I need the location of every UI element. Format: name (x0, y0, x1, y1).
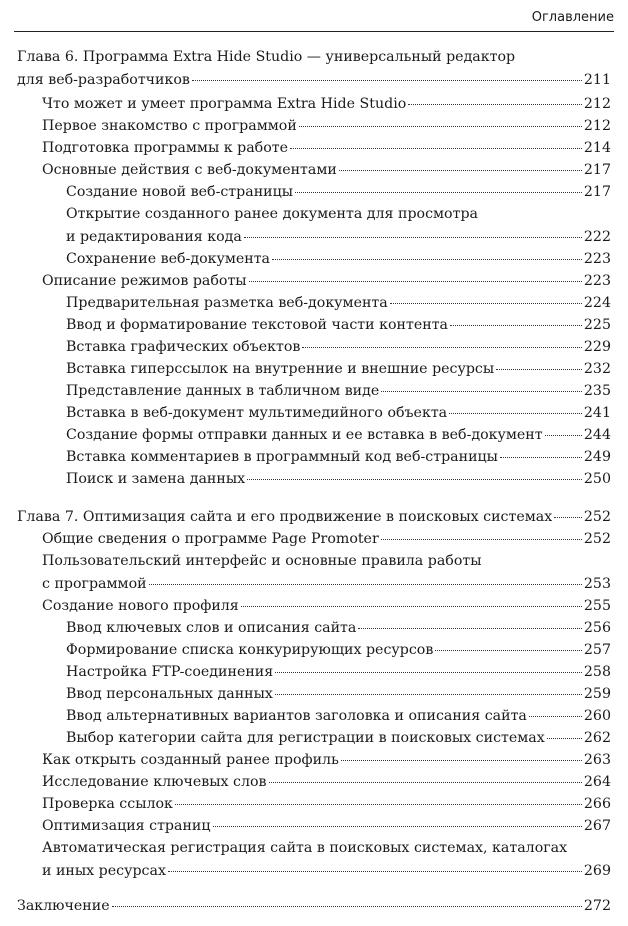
toc-entry-title: Ввод и форматирование текстовой части контента (66, 317, 448, 333)
toc-page-number: 267 (583, 818, 611, 834)
toc-page-number: 211 (583, 71, 611, 88)
dot-leader (112, 906, 582, 907)
dot-leader (244, 237, 582, 238)
toc-page-number: 212 (583, 118, 611, 134)
toc-page-number: 252 (583, 509, 611, 525)
toc-entry-title: Первое знакомство с программой (42, 118, 297, 134)
toc-entry-title: Настройка FTP-соединения (66, 664, 274, 680)
toc-entry-title: Общие сведения о программе Page Promoter (42, 531, 379, 547)
toc-entry-title: Ввод альтернативных вариантов заголовка и описания сайта (66, 708, 527, 724)
toc-page-number: 260 (583, 708, 611, 724)
toc-entry-title: Оптимизация страниц (42, 818, 211, 834)
toc-entry-title: Основные действия с веб-документами (42, 162, 337, 178)
toc-page-number: 223 (583, 273, 611, 289)
toc-entry-title: Сохранение веб-документа (66, 251, 271, 267)
dot-leader (529, 716, 582, 717)
toc-page-number: 217 (583, 162, 611, 178)
toc-page-number: 249 (583, 449, 611, 465)
toc-page-number: 229 (583, 339, 611, 355)
toc-entry-title: и редактирования кода (66, 228, 242, 245)
dot-leader (381, 539, 582, 540)
toc-entry-title: Формирование списка конкурирующих ресурсов (66, 642, 434, 658)
toc-entry-title: Исследование ключевых слов (42, 774, 267, 790)
toc-page-number: 253 (583, 575, 611, 592)
dot-leader (358, 628, 582, 629)
dot-leader (241, 606, 582, 607)
toc-page-number: 217 (583, 184, 611, 200)
toc-page-number: 223 (583, 251, 611, 267)
toc-page-number: 266 (583, 796, 611, 812)
toc-page-number: 224 (583, 295, 611, 311)
toc-entry-title: Поиск и замена данных (66, 471, 246, 487)
dot-leader (545, 435, 582, 436)
toc-entry-title: Глава 6. Программа Extra Hide Studio — универсальный редактор (17, 49, 516, 65)
toc-page-number: 256 (583, 620, 611, 636)
toc-entry-title: Автоматическая регистрация сайта в поисковых системах, каталогах (42, 840, 568, 856)
toc-page-number: 264 (583, 774, 611, 790)
toc-entry-title: Создание нового профиля (42, 598, 239, 614)
toc-page-number: 272 (583, 898, 611, 914)
dot-leader (450, 325, 582, 326)
toc-page-number: 269 (583, 862, 611, 879)
toc-page-number: 255 (583, 598, 611, 614)
toc-entry-title: для веб-разработчиков (17, 71, 190, 88)
toc-entry-title: Создание формы отправки данных и ее вставка в веб-документ (66, 427, 543, 443)
dot-leader (168, 871, 582, 872)
dot-leader (341, 760, 582, 761)
toc-entry-title: Представление данных в табличном виде (66, 383, 380, 399)
dot-leader (247, 479, 582, 480)
toc-page-number: 250 (583, 471, 611, 487)
toc-page-number: 258 (583, 664, 611, 680)
toc-entry-title: Ввод ключевых слов и описания сайта (66, 620, 357, 636)
toc-entry-title: Глава 7. Оптимизация сайта и его продвижение в поисковых системах (17, 509, 553, 525)
dot-leader (275, 694, 582, 695)
dot-leader (299, 126, 582, 127)
toc-page-number: 259 (583, 686, 611, 702)
dot-leader (275, 672, 582, 673)
dot-leader (175, 804, 582, 805)
dot-leader (390, 303, 582, 304)
toc-entry-title: и иных ресурсах (42, 862, 166, 879)
header-title: Оглавление (531, 10, 614, 25)
dot-leader (408, 104, 582, 105)
toc-entry-title: Пользовательский интерфейс и основные правила работы (42, 553, 482, 569)
toc-entry-title: Открытие созданного ранее документа для просмотра (66, 206, 478, 222)
dot-leader (249, 281, 582, 282)
toc-entry-title: Вставка графических объектов (66, 339, 301, 355)
toc-page-number: 214 (583, 140, 611, 156)
toc-entry-title: Выбор категории сайта для регистрации в поисковых системах (66, 730, 545, 746)
toc-page-number: 232 (583, 361, 611, 377)
dot-leader (500, 457, 582, 458)
toc-entry-title: Подготовка программы к работе (42, 140, 289, 156)
toc-entry-title: Что может и умеет программа Extra Hide Studio (42, 96, 407, 112)
toc-page-number: 235 (583, 383, 611, 399)
toc-page-number: 225 (583, 317, 611, 333)
dot-leader (149, 584, 582, 585)
dot-leader (435, 650, 582, 651)
dot-leader (192, 80, 582, 81)
dot-leader (339, 170, 582, 171)
dot-leader (449, 413, 582, 414)
toc-entry-title: Вставка гиперссылок на внутренние и внешние ресурсы (66, 361, 495, 377)
toc-page-number: 252 (583, 531, 611, 547)
dot-leader (269, 782, 582, 783)
toc-entry-title: Вставка комментариев в программный код веб-страницы (66, 449, 498, 465)
dot-leader (554, 517, 582, 518)
toc-entry-title: Проверка ссылок (42, 796, 173, 812)
toc-page-number: 212 (583, 96, 611, 112)
toc-entry-title: Как открыть созданный ранее профиль (42, 752, 339, 768)
toc-entry-title: Описание режимов работы (42, 273, 247, 289)
toc-page-number: 222 (583, 228, 611, 245)
dot-leader (295, 192, 582, 193)
dot-leader (381, 391, 582, 392)
toc-entry-title: Ввод персональных данных (66, 686, 273, 702)
toc-entry-title: Создание новой веб-страницы (66, 184, 294, 200)
dot-leader (302, 347, 582, 348)
toc-entry-title: Заключение (17, 898, 110, 914)
toc-page-number: 244 (583, 427, 611, 443)
dot-leader (496, 369, 582, 370)
toc-entry-title: Предварительная разметка веб-документа (66, 295, 388, 311)
dot-leader (213, 826, 582, 827)
toc-page-number: 262 (583, 730, 611, 746)
toc-entry-title: Вставка в веб-документ мультимедийного объекта (66, 405, 448, 421)
dot-leader (547, 738, 582, 739)
toc-page-number: 257 (583, 642, 611, 658)
dot-leader (272, 259, 582, 260)
toc-page-number: 241 (583, 405, 611, 421)
toc-page-number: 263 (583, 752, 611, 768)
dot-leader (290, 148, 582, 149)
toc-entry-title: с программой (42, 575, 147, 592)
